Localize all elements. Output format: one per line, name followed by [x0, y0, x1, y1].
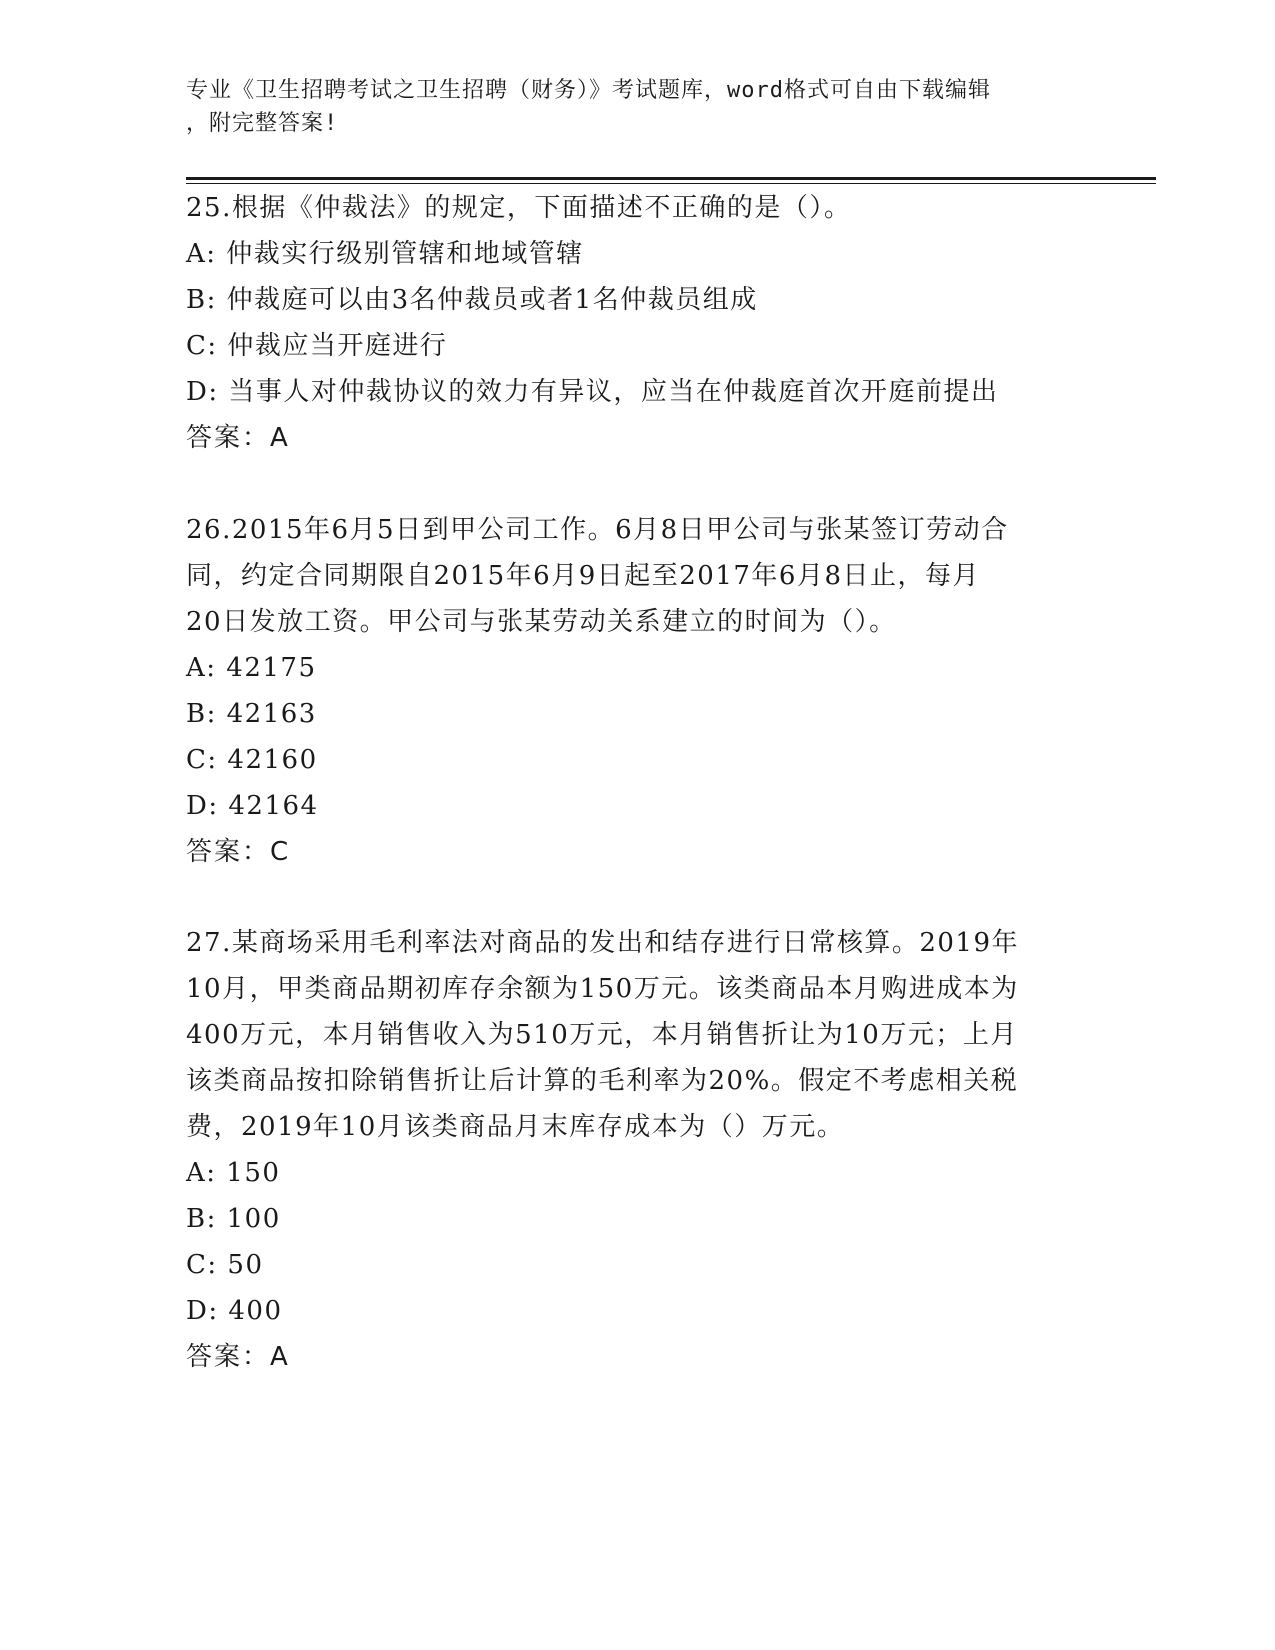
document-header: [186, 74, 1086, 140]
stem-line: 同，约定合同期限自2015年6月9日起至2017年6月8日止，每月: [186, 561, 981, 591]
answer-value: A: [270, 1342, 290, 1372]
question-25: [186, 185, 1086, 461]
answer: [186, 829, 1086, 875]
answer-value: A: [270, 423, 290, 453]
stem-line: 400万元，本月销售收入为510万元，本月销售折让为10万元；上月: [186, 1020, 1018, 1050]
option-d: D: 当事人对仲裁协议的效力有异议，应当在仲裁庭首次开庭前提出: [186, 377, 999, 407]
stem-line: 25.根据《仲裁法》的规定，下面描述不正确的是（）。: [186, 193, 852, 223]
option-b: B: 100: [186, 1204, 281, 1234]
stem-line: 27.某商场采用毛利率法对商品的发出和结存进行日常核算。2019年: [186, 928, 1020, 958]
answer: [186, 415, 1086, 461]
header-line: ，附完整答案!: [186, 111, 339, 136]
header-divider-thin: [186, 183, 1156, 184]
answer-label: 答案：: [186, 423, 271, 453]
option-a: A: 150: [186, 1158, 281, 1188]
question-stem: [186, 507, 1086, 645]
option-b: B: 42163: [186, 699, 317, 729]
option-d: D: 42164: [186, 791, 319, 821]
option-d: D: 400: [186, 1296, 283, 1326]
option-a: A: 42175: [186, 653, 317, 683]
answer-label: 答案：: [186, 1342, 271, 1372]
header-line: 专业《卫生招聘考试之卫生招聘（财务）》考试题库，word格式可自由下载编辑: [186, 78, 991, 103]
option-a: A: 仲裁实行级别管辖和地域管辖: [186, 239, 584, 269]
question-26: [186, 507, 1086, 875]
question-stem: [186, 185, 1086, 231]
answer-value: C: [270, 837, 291, 867]
option-c: C: 仲裁应当开庭进行: [186, 331, 448, 361]
option-c: C: 42160: [186, 745, 318, 775]
header-divider: [186, 177, 1156, 180]
option-c: C: 50: [186, 1250, 264, 1280]
stem-line: 10月，甲类商品期初库存余额为150万元。该类商品本月购进成本为: [186, 974, 1019, 1004]
stem-line: 该类商品按扣除销售折让后计算的毛利率为20%。假定不考虑相关税: [186, 1066, 1019, 1096]
answer: [186, 1334, 1086, 1380]
stem-line: 26.2015年6月5日到甲公司工作。6月8日甲公司与张某签订劳动合: [186, 515, 1009, 545]
stem-line: 费，2019年10月该类商品月末库存成本为（）万元。: [186, 1112, 845, 1142]
option-b: B: 仲裁庭可以由3名仲裁员或者1名仲裁员组成: [186, 285, 758, 315]
question-stem: [186, 920, 1086, 1150]
answer-label: 答案：: [186, 837, 271, 867]
stem-line: 20日发放工资。甲公司与张某劳动关系建立的时间为（）。: [186, 607, 897, 637]
question-27: [186, 920, 1086, 1380]
